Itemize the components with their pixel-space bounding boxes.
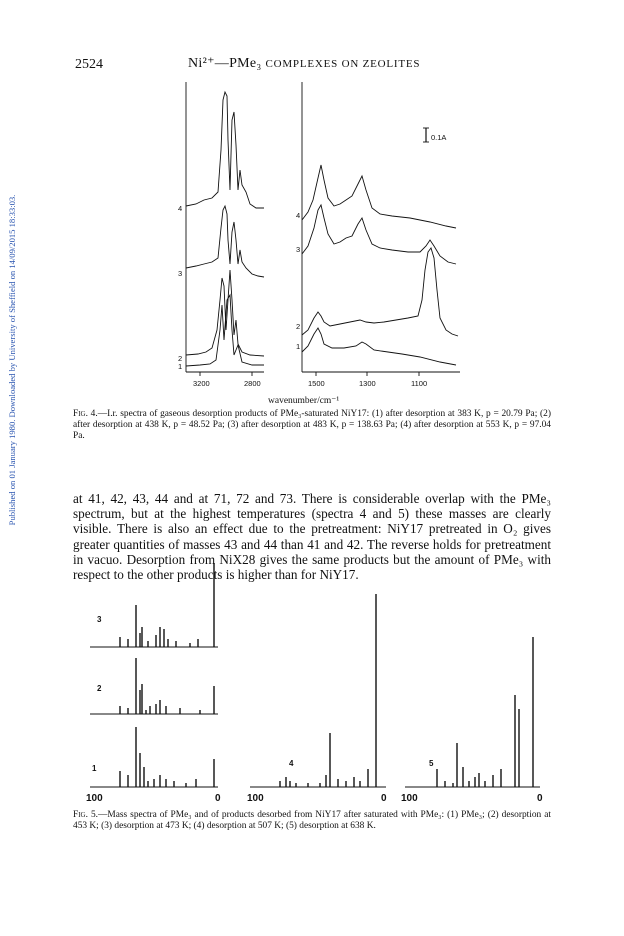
left-trace-label-1: 1 (178, 362, 183, 371)
axis-3-left-tick: 100 (401, 793, 418, 804)
right-tick-label-1500: 1500 (308, 379, 325, 388)
figure-5-caption (73, 810, 551, 832)
spectrum-label-5: 5 (429, 759, 434, 768)
right-trace-label-3: 3 (296, 245, 301, 254)
running-title-formula: Ni²⁺—PMe₃ (188, 56, 262, 71)
running-title-text: COMPLEXES ON ZEOLITES (265, 58, 421, 70)
figure-5-caption-text: —Mass spectra of PMe₃ and of products desorbed from NiY17 after saturated with PMe₃: (1) PMe₃; (2) desorption at 453 K; (3) desorption at 473 K; (4) desorption at 507 K; (5) desorption at 638 K. (73, 810, 551, 832)
axis-3-right-tick: 0 (537, 793, 543, 804)
left-tick-label-3200: 3200 (193, 379, 210, 388)
axis-1-right-tick: 0 (215, 793, 221, 804)
margin-download-note: Published on 01 January 1980. Downloaded by University of Sheffield on 14/09/2015 18:33:03. (7, 194, 17, 526)
figure-4-caption-text: —I.r. spectra of gaseous desorption products of PMe₃-saturated NiY17: (1) after desorption at 383 K, p = 20.79 Pa; (2) after desorption at 438 K, p = 48.52 Pa; (3) after desorption at 483 K, p = 138.63 Pa; (4) after desorption at 553 K, p = 97.04 Pa. (73, 409, 551, 442)
right-trace-label-1: 1 (296, 342, 301, 351)
figure-4-caption-label: Fig. 4. (73, 409, 98, 419)
figure-5-caption-label: Fig. 5. (73, 810, 98, 820)
left-trace-label-4: 4 (178, 204, 183, 213)
spectrum-label-4: 4 (289, 759, 294, 768)
figure-4-axis-label: wavenumber/cm⁻¹ (268, 396, 340, 406)
axis-2-right-tick: 0 (381, 793, 387, 804)
right-trace-label-2: 2 (296, 322, 301, 331)
left-tick-label-2800: 2800 (244, 379, 261, 388)
right-trace-label-4: 4 (296, 211, 301, 220)
axis-1-left-tick: 100 (86, 793, 103, 804)
left-trace-label-3: 3 (178, 269, 183, 278)
scale-bar-label: 0.1A (431, 133, 447, 142)
spectrum-label-1: 1 (92, 764, 97, 773)
spectrum-label-2: 2 (97, 684, 102, 693)
spectrum-label-3: 3 (97, 615, 102, 624)
body-paragraph: at 41, 42, 43, 44 and at 71, 72 and 73. There is considerable overlap with the PMe₃ spectrum, but at the highest temperatures (spectra 4 and 5) these masses are clearly visible. There is also an effect due to the pretreatment: NiY17 pretreated in O₂ gives greater quantities of masses 43 and 44 than 41 and 42. The reverse holds for pretreatment in vacuo. Desorption from NiX28 gives the same products but the amount of PMe₃ with respect to the other products is higher than for NiY17. (73, 491, 551, 583)
axis-2-left-tick: 100 (247, 793, 264, 804)
page-number: 2524 (75, 57, 103, 72)
left-trace-label-2: 2 (178, 354, 183, 363)
right-tick-label-1100: 1100 (411, 379, 428, 388)
right-tick-label-1300: 1300 (359, 379, 376, 388)
